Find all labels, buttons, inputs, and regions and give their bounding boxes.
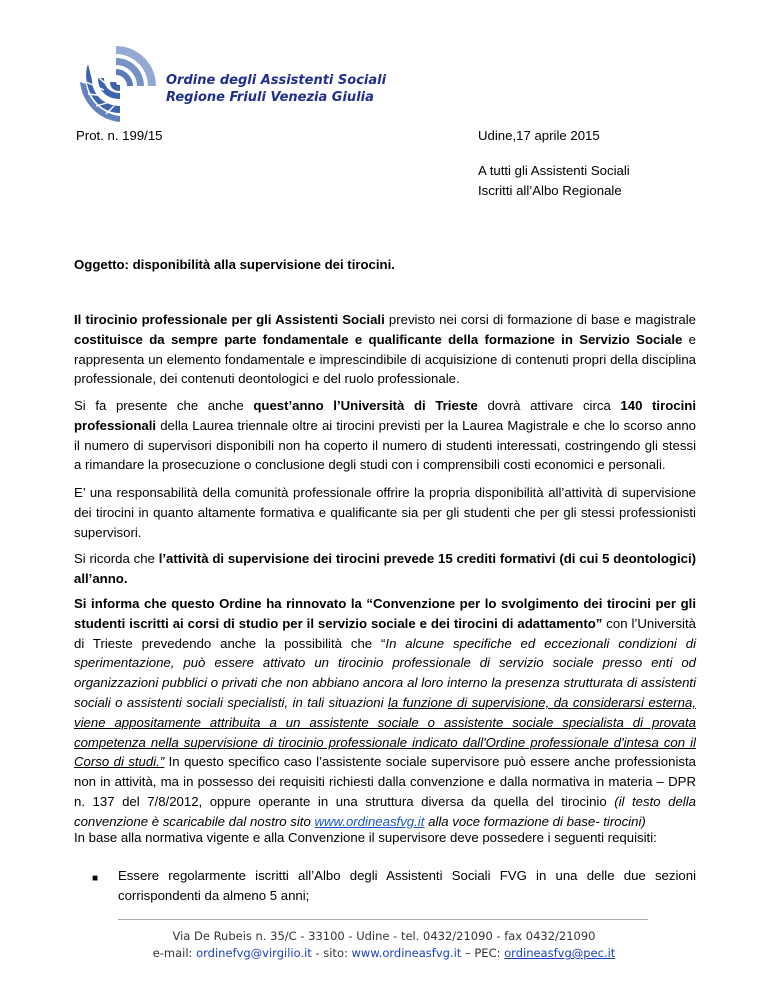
p2-bold-1: quest’anno l’Università di Trieste [253,398,478,413]
p5-text-1: con l’Università di Trieste prevedendo anche la possibilità che “ [74,615,696,651]
p5-text-2: In questo specifico caso l’assistente sociale supervisore può essere anche professionista non in attività, ma in possesso dei requisiti richiesti dalla convenzione e dalla normativa in materia – DPR n. 137 del 7/8/2012, oppure operante in una struttura diversa da quella del tirocinio [74,754,696,809]
footer-address: Via De Rubeis n. 35/C - 33100 - Udine - tel. 0432/21090 - fax 0432/21090 [172,929,596,943]
p1-text-2: e rappresenta un elemento fondamentale e imprescindibile di acquisizione di contenuti propri della disciplina professionale, dei contenuti deontologici e del ruolo professionale. [74,331,696,387]
p4-bold-1: l’attività di supervisione dei tirocini prevede 15 crediti formativi (di cui 5 deontologici) all’anno. [74,551,696,586]
letter-date: Udine,17 aprile 2015 [478,128,600,143]
org-name [166,72,386,106]
recipient-line-2: Iscritti all’Albo Regionale [478,183,622,198]
org-line-1: Ordine degli Assistenti Sociali [166,73,387,88]
p5-italic-2: (il testo della convenzione è scaricabile dal nostro sito [74,793,696,829]
footer-pec-label: – PEC: [461,946,505,960]
paragraph-2 [74,396,696,475]
p5-italic-underline-1: la funzione di supervisione, da considerarsi esterna, viene appositamente attribuita a un assistente sociale o assistente sociale specialista di provata competenza nella supervisione di tirocinio professionale indicato dall'Ordine professionale d'intesa con il Corso di studi.” [74,694,696,770]
p5-italic-1: In alcune specifiche ed eccezionali condizioni di sperimentazione, può essere attivato un tirocinio professionale di servizio sociale presso enti od organizzazioni pubblici o privati che non abbiano ancora al loro interno la presenza strutturata di assistenti sociali o assistenti sociali specialisti, in tali situazioni [74,635,696,710]
paragraph-6 [74,828,696,848]
shell-logo-icon [76,44,158,128]
p3-text: E’ una responsabilità della comunità professionale offrire la propria disponibilità all’attività di supervisione dei tirocini in quanto altamente formativa e qualificante sia per gli studenti che per gli stessi professionisti supervisori. [74,485,696,540]
org-line-2: Regione Friuli Venezia Giulia [166,90,374,105]
p1-bold-1: Il tirocinio professionale per gli Assistenti Sociali [74,312,385,327]
recipient-line-1: A tutti gli Assistenti Sociali [478,163,630,178]
footer-email-label: e-mail: [152,946,197,960]
p1-bold-2: costituisce da sempre parte fondamentale e qualificante della formazione in Servizio Sociale [74,331,683,347]
p2-bold-2: 140 tirocini professionali [74,398,696,433]
website-link[interactable]: www.ordineasfvg.it [314,813,425,829]
p2-text-1: Si fa presente che anche [74,398,254,413]
p2-text-3: della Laurea triennale oltre ai tirocini previsti per la Laurea Magistrale e che lo scorso anno il numero di supervisori disponibili non ha coperto il numero di studenti interessati, costringendo gli stessi a rimandare la prosecuzione o conclusione degli studi con i comprensibili costi economici e personali. [74,417,696,473]
bullet-square-icon: ■ [92,873,99,884]
paragraph-1 [74,310,696,389]
paragraph-4 [74,549,696,589]
p2-text-2: dovrà attivare circa [477,398,621,413]
paragraph-5 [74,594,696,832]
protocol-number: Prot. n. 199/15 [76,128,163,143]
letter-subject: Oggetto: disponibilità alla supervisione dei tirocini. [74,257,395,272]
footer-site-label: - sito: [311,946,352,960]
footer-site-link[interactable]: www.ordineasfvg.it [351,946,462,960]
p6-text: In base alla normativa vigente e alla Convenzione il supervisore deve possedere i seguenti requisiti: [74,830,657,845]
footer-pec-link[interactable]: ordineasfvg@pec.it [504,946,616,960]
footer-contacts [0,945,768,961]
p5-bold-1: Si informa che questo Ordine ha rinnovato la “Convenzione per lo svolgimento dei tirocini per gli studenti iscritti ai corsi di studio per il servizio sociale e dei tirocini di adattamento” [74,596,696,631]
paragraph-3 [74,483,696,542]
p5-italic-3: alla voce formazione di base- tirocini) [424,813,646,829]
footer-divider [118,919,648,920]
footer-email-link[interactable]: ordinefvg@virgilio.it [196,946,312,960]
p4-text-1: Si ricorda che [74,551,159,566]
p1-text-1: previsto nei corsi di formazione di base e magistrale [384,312,696,327]
requirement-1: Essere regolarmente iscritti all’Albo degli Assistenti Sociali FVG in una delle due sezioni corrispondenti da almeno 5 anni; [118,868,696,903]
